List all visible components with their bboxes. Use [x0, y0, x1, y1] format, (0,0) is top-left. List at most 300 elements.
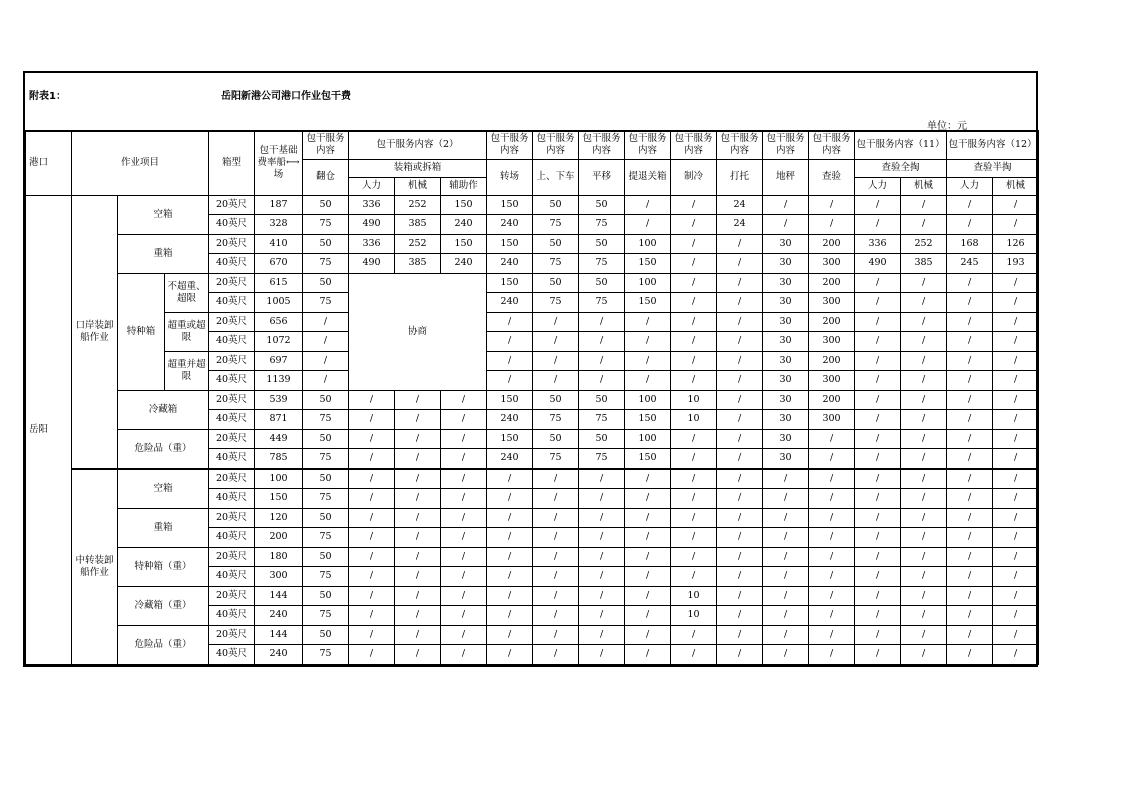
fee-cell: /	[303, 312, 349, 332]
fee-cell: 187	[255, 195, 303, 215]
fee-cell: 300	[809, 410, 855, 430]
port-name: 岳阳	[26, 195, 72, 664]
table-row	[26, 429, 1039, 449]
unit-label: 单位：元	[927, 121, 967, 132]
fee-cell: /	[579, 332, 625, 352]
fee-cell: /	[579, 508, 625, 528]
box-size: 40英尺	[209, 293, 255, 313]
header-svc-4: 包干服务内容	[533, 131, 579, 159]
box-size: 20英尺	[209, 625, 255, 645]
fee-cell: /	[625, 312, 671, 332]
fee-cell: /	[625, 508, 671, 528]
fee-cell: /	[625, 351, 671, 371]
fee-cell: 1005	[255, 293, 303, 313]
fee-cell: /	[395, 645, 441, 665]
fee-cell: /	[395, 586, 441, 606]
header-svc-12-sub: 查验半掏	[947, 159, 1039, 177]
fee-cell: /	[993, 528, 1039, 548]
fee-cell: 300	[809, 371, 855, 391]
fee-cell: /	[533, 332, 579, 352]
fee-cell: /	[901, 429, 947, 449]
box-size: 40英尺	[209, 606, 255, 626]
fee-cell: /	[717, 390, 763, 410]
fee-cell: /	[579, 489, 625, 509]
fee-cell: /	[487, 469, 533, 489]
fee-cell: 385	[901, 254, 947, 274]
fee-cell: 75	[579, 254, 625, 274]
fee-cell: /	[763, 567, 809, 587]
item-lengcang-zhong: 冷藏箱（重）	[118, 586, 209, 625]
fee-cell: /	[947, 449, 993, 469]
fee-cell: /	[855, 429, 901, 449]
header-datuo: 打托	[717, 159, 763, 195]
fee-cell: 30	[763, 234, 809, 254]
fee-cell: 75	[533, 293, 579, 313]
fee-cell: /	[671, 429, 717, 449]
fee-cell: 150	[625, 410, 671, 430]
fee-cell: /	[671, 449, 717, 469]
fee-cell: /	[993, 390, 1039, 410]
box-size: 20英尺	[209, 508, 255, 528]
fee-cell: 180	[255, 547, 303, 567]
fee-cell: 150	[625, 254, 671, 274]
fee-cell: /	[671, 508, 717, 528]
box-size: 20英尺	[209, 586, 255, 606]
fee-cell: 193	[993, 254, 1039, 274]
fee-cell: /	[533, 625, 579, 645]
fee-cell: /	[993, 586, 1039, 606]
fee-cell: 150	[487, 390, 533, 410]
fee-cell: /	[487, 371, 533, 391]
fee-cell: 50	[533, 273, 579, 293]
header-svc-5: 包干服务内容	[579, 131, 625, 159]
fee-cell: 30	[763, 410, 809, 430]
fee-cell: /	[809, 625, 855, 645]
fee-cell: /	[349, 508, 395, 528]
fee-cell: /	[993, 195, 1039, 215]
header-svc-1: 包干服务内容	[303, 131, 349, 159]
fee-cell: /	[395, 489, 441, 509]
fee-cell: /	[947, 351, 993, 371]
fee-cell: 50	[303, 547, 349, 567]
box-size: 20英尺	[209, 351, 255, 371]
fee-cell: /	[901, 312, 947, 332]
fee-cell: /	[625, 332, 671, 352]
fee-cell: 50	[579, 195, 625, 215]
fee-cell: 30	[763, 371, 809, 391]
negotiate-cell: 协商	[349, 273, 487, 390]
fee-cell: 75	[303, 567, 349, 587]
header-svc-11: 包干服务内容（11）	[855, 131, 947, 159]
header-svc-2-sub: 装箱或拆箱	[349, 159, 487, 177]
fee-cell: /	[349, 645, 395, 665]
fee-cell: 385	[395, 254, 441, 274]
fee-cell: /	[717, 469, 763, 489]
fee-cell: 30	[763, 332, 809, 352]
fee-cell: /	[947, 547, 993, 567]
fee-cell: 490	[349, 254, 395, 274]
fee-cell: /	[441, 645, 487, 665]
fee-cell: /	[349, 625, 395, 645]
header-renli: 人力	[349, 177, 395, 195]
header-fancang: 翻仓	[303, 159, 349, 195]
fee-cell: 50	[303, 234, 349, 254]
fee-cell: 449	[255, 429, 303, 449]
fee-cell: /	[349, 429, 395, 449]
fee-cell: /	[809, 547, 855, 567]
fee-cell: 75	[303, 528, 349, 548]
fee-cell: 50	[579, 390, 625, 410]
fee-cell: 50	[303, 469, 349, 489]
table-row	[26, 195, 1039, 215]
fee-cell: 410	[255, 234, 303, 254]
table-row	[26, 273, 1039, 293]
fee-cell: /	[947, 645, 993, 665]
fee-cell: /	[901, 215, 947, 235]
fee-cell: /	[763, 489, 809, 509]
fee-cell: /	[671, 195, 717, 215]
fee-cell: /	[533, 489, 579, 509]
fee-cell: 200	[809, 273, 855, 293]
fee-cell: 144	[255, 625, 303, 645]
fee-cell: /	[947, 215, 993, 235]
fee-cell: /	[717, 273, 763, 293]
header-chayan: 查验	[809, 159, 855, 195]
fee-cell: 30	[763, 254, 809, 274]
fee-cell: 30	[763, 351, 809, 371]
fee-cell: 336	[349, 195, 395, 215]
table-row	[26, 390, 1039, 410]
fee-cell: /	[809, 606, 855, 626]
header-titui: 提退关箱	[625, 159, 671, 195]
fee-cell: /	[395, 508, 441, 528]
fee-cell: /	[993, 429, 1039, 449]
fee-cell: 240	[487, 293, 533, 313]
fee-cell: /	[579, 351, 625, 371]
fee-cell: /	[533, 312, 579, 332]
fee-cell: 200	[809, 351, 855, 371]
fee-cell: /	[487, 606, 533, 626]
fee-cell: 30	[763, 449, 809, 469]
fee-cell: 100	[625, 429, 671, 449]
fee-cell: /	[579, 606, 625, 626]
fee-cell: /	[993, 371, 1039, 391]
fee-cell: 75	[303, 606, 349, 626]
box-size: 40英尺	[209, 449, 255, 469]
annex-label: 附表1：	[29, 91, 66, 102]
fee-cell: /	[901, 449, 947, 469]
fee-cell: 200	[255, 528, 303, 548]
fee-cell: /	[993, 273, 1039, 293]
fee-cell: /	[947, 625, 993, 645]
fee-cell: 490	[349, 215, 395, 235]
fee-cell: /	[717, 254, 763, 274]
header-svc-11-sub: 查验全掏	[855, 159, 947, 177]
fee-cell: /	[579, 528, 625, 548]
box-size: 20英尺	[209, 469, 255, 489]
fee-cell: /	[579, 567, 625, 587]
fee-cell: /	[395, 606, 441, 626]
header-pingyi: 平移	[579, 159, 625, 195]
fee-cell: 50	[303, 390, 349, 410]
fee-cell: 168	[947, 234, 993, 254]
fee-cell: /	[671, 547, 717, 567]
fee-cell: /	[487, 351, 533, 371]
item-kong-zz: 空箱	[118, 469, 209, 509]
fee-cell: /	[625, 547, 671, 567]
fee-cell: /	[349, 390, 395, 410]
fee-cell: /	[947, 429, 993, 449]
fee-cell: /	[717, 371, 763, 391]
fee-cell: 10	[671, 606, 717, 626]
header-fuzhu: 辅助作	[441, 177, 487, 195]
item-weixian: 危险品（重）	[118, 429, 209, 469]
fee-cell: /	[809, 508, 855, 528]
fee-cell: 150	[487, 273, 533, 293]
fee-cell: /	[855, 645, 901, 665]
fee-cell: /	[717, 586, 763, 606]
fee-cell: /	[671, 332, 717, 352]
fee-cell: 75	[533, 254, 579, 274]
fee-cell: /	[901, 371, 947, 391]
fee-cell: /	[625, 586, 671, 606]
fee-cell: /	[487, 586, 533, 606]
table-row	[26, 547, 1039, 567]
fee-cell: /	[579, 645, 625, 665]
fee-cell: /	[855, 547, 901, 567]
fee-cell: 75	[533, 449, 579, 469]
fee-cell: /	[901, 273, 947, 293]
fee-cell: /	[533, 371, 579, 391]
fee-cell: /	[349, 489, 395, 509]
box-size: 40英尺	[209, 645, 255, 665]
fee-cell: /	[625, 371, 671, 391]
fee-cell: /	[441, 489, 487, 509]
fee-cell: /	[993, 547, 1039, 567]
fee-cell: /	[487, 489, 533, 509]
fee-cell: /	[625, 645, 671, 665]
fee-cell: /	[763, 215, 809, 235]
fee-cell: /	[901, 547, 947, 567]
header-base-rate: 包干基础费率船⟷场	[255, 131, 303, 195]
fee-cell: /	[855, 273, 901, 293]
fee-cell: 50	[303, 625, 349, 645]
fee-cell: 336	[349, 234, 395, 254]
fee-cell: /	[993, 508, 1039, 528]
fee-cell: /	[993, 645, 1039, 665]
box-size: 40英尺	[209, 410, 255, 430]
fee-cell: 50	[303, 508, 349, 528]
fee-cell: /	[441, 390, 487, 410]
fee-cell: 328	[255, 215, 303, 235]
fee-cell: 490	[855, 254, 901, 274]
fee-cell: /	[855, 469, 901, 489]
fee-cell: /	[349, 567, 395, 587]
fee-cell: /	[993, 293, 1039, 313]
fee-cell: /	[533, 469, 579, 489]
fee-cell: /	[947, 195, 993, 215]
fee-cell: /	[671, 293, 717, 313]
fee-cell: /	[487, 312, 533, 332]
fee-cell: /	[901, 293, 947, 313]
fee-cell: /	[947, 586, 993, 606]
fee-cell: 30	[763, 293, 809, 313]
header-item: 作业项目	[72, 131, 209, 195]
box-size: 20英尺	[209, 234, 255, 254]
header-renli-11: 人力	[855, 177, 901, 195]
fee-cell: /	[717, 312, 763, 332]
box-size: 40英尺	[209, 528, 255, 548]
header-svc-10: 包干服务内容	[809, 131, 855, 159]
fee-cell: /	[993, 351, 1039, 371]
fee-cell: 697	[255, 351, 303, 371]
fee-cell: /	[533, 586, 579, 606]
fee-cell: /	[579, 469, 625, 489]
fee-cell: /	[395, 449, 441, 469]
fee-cell: 252	[395, 234, 441, 254]
header-jixie-11: 机械	[901, 177, 947, 195]
fee-cell: /	[855, 371, 901, 391]
table-row	[26, 586, 1039, 606]
header-zhuanchang: 转场	[487, 159, 533, 195]
fee-cell: /	[993, 410, 1039, 430]
fee-cell: 144	[255, 586, 303, 606]
fee-cell: /	[625, 469, 671, 489]
fee-cell: 300	[809, 293, 855, 313]
fee-cell: /	[855, 586, 901, 606]
fee-cell: /	[809, 215, 855, 235]
fee-cell: 75	[579, 410, 625, 430]
fee-cell: 75	[303, 449, 349, 469]
fee-cell: /	[717, 567, 763, 587]
fee-cell: /	[855, 390, 901, 410]
fee-cell: /	[947, 312, 993, 332]
fee-cell: /	[579, 625, 625, 645]
fee-cell: 75	[303, 645, 349, 665]
fee-cell: /	[809, 489, 855, 509]
table-row	[26, 625, 1039, 645]
table-row	[26, 312, 1039, 332]
fee-cell: 24	[717, 215, 763, 235]
header-box-type: 箱型	[209, 131, 255, 195]
fee-cell: 150	[441, 195, 487, 215]
fee-cell: 150	[625, 293, 671, 313]
fee-cell: 300	[809, 332, 855, 352]
fee-cell: /	[441, 547, 487, 567]
fee-cell: /	[763, 645, 809, 665]
fee-cell: 24	[717, 195, 763, 215]
fee-cell: /	[947, 508, 993, 528]
fee-cell: 336	[855, 234, 901, 254]
fee-cell: /	[717, 429, 763, 449]
fee-cell: /	[533, 508, 579, 528]
fee-cell: /	[395, 390, 441, 410]
fee-cell: /	[809, 567, 855, 587]
fee-cell: /	[717, 606, 763, 626]
fee-cell: 240	[487, 254, 533, 274]
fee-cell: 150	[441, 234, 487, 254]
item-zhong: 重箱	[118, 234, 209, 273]
fee-cell: /	[717, 625, 763, 645]
fee-cell: /	[441, 528, 487, 548]
fee-cell: /	[303, 351, 349, 371]
fee-cell: /	[625, 567, 671, 587]
fee-cell: /	[855, 351, 901, 371]
fee-cell: /	[671, 234, 717, 254]
fee-cell: /	[579, 312, 625, 332]
fee-cell: /	[717, 489, 763, 509]
fee-cell: /	[809, 645, 855, 665]
fee-cell: /	[901, 469, 947, 489]
fee-cell: /	[395, 547, 441, 567]
fee-cell: /	[349, 410, 395, 430]
fee-cell: 50	[579, 234, 625, 254]
fee-cell: 75	[303, 489, 349, 509]
header-jixie-12: 机械	[993, 177, 1039, 195]
fee-cell: /	[441, 625, 487, 645]
fee-cell: /	[947, 567, 993, 587]
fee-cell: /	[947, 332, 993, 352]
fee-cell: /	[763, 547, 809, 567]
fee-cell: /	[533, 528, 579, 548]
group-kouan: 口岸装卸船作业	[72, 195, 118, 469]
fee-cell: /	[717, 547, 763, 567]
fee-cell: 50	[533, 429, 579, 449]
fee-cell: /	[901, 195, 947, 215]
fee-cell: 30	[763, 312, 809, 332]
fee-cell: /	[717, 508, 763, 528]
header-renli-12: 人力	[947, 177, 993, 195]
fee-cell: 75	[579, 449, 625, 469]
header-zhileng: 制冷	[671, 159, 717, 195]
fee-cell: /	[901, 528, 947, 548]
fee-cell: /	[947, 469, 993, 489]
fee-cell: /	[717, 449, 763, 469]
fee-cell: /	[395, 469, 441, 489]
header-port: 港口	[26, 131, 72, 195]
fee-cell: /	[441, 586, 487, 606]
fee-cell: /	[487, 567, 533, 587]
fee-cell: /	[441, 429, 487, 449]
fee-cell: /	[809, 586, 855, 606]
fee-cell: /	[855, 312, 901, 332]
fee-cell: 100	[625, 234, 671, 254]
fee-cell: /	[533, 547, 579, 567]
fee-cell: 75	[533, 410, 579, 430]
fee-cell: /	[947, 410, 993, 430]
fee-cell: /	[947, 606, 993, 626]
fee-cell: /	[441, 567, 487, 587]
fee-cell: /	[671, 254, 717, 274]
fee-cell: 75	[303, 293, 349, 313]
header-svc-3: 包干服务内容	[487, 131, 533, 159]
fee-cell: /	[855, 449, 901, 469]
item-tezhong-zhong: 特种箱（重）	[118, 547, 209, 586]
fee-cell: 75	[579, 215, 625, 235]
fee-cell: 240	[487, 410, 533, 430]
fee-cell: 50	[303, 195, 349, 215]
fee-cell: /	[763, 586, 809, 606]
fee-cell: /	[671, 645, 717, 665]
fee-cell: 50	[303, 273, 349, 293]
fee-cell: /	[901, 410, 947, 430]
fee-cell: /	[809, 195, 855, 215]
fee-cell: /	[349, 606, 395, 626]
fee-cell: 200	[809, 234, 855, 254]
header-svc-8: 包干服务内容	[717, 131, 763, 159]
fee-cell: /	[763, 195, 809, 215]
box-size: 40英尺	[209, 371, 255, 391]
